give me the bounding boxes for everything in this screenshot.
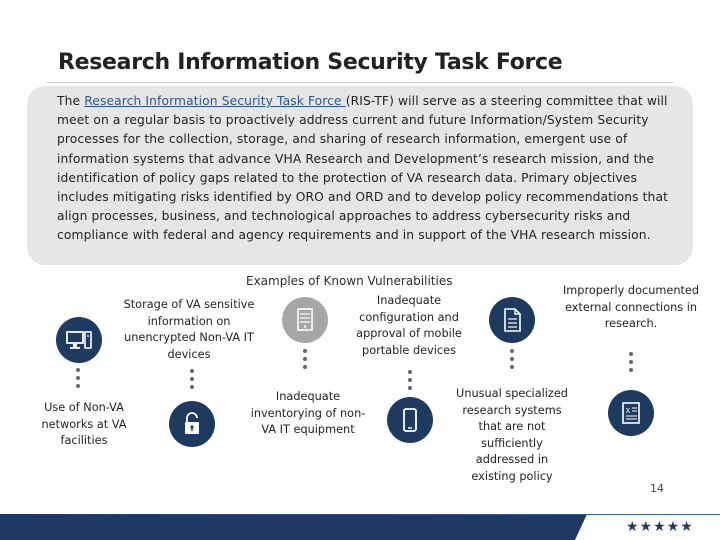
vulnerability-label: Unusual specialized research systems that are not sufficiently addressed in existing policy: [456, 387, 568, 483]
lock-icon: [169, 401, 215, 447]
connector-dots: [408, 370, 412, 394]
connector-dots: [190, 369, 194, 393]
description-text: [57, 92, 679, 246]
footer-stars-icon: ★★★★★: [626, 519, 694, 535]
section-subtitle: Examples of Known Vulnerabilities: [246, 274, 453, 288]
page-number: 14: [650, 482, 664, 495]
vulnerability-label: Inadequate inventorying of non-VA IT equipment: [250, 390, 366, 436]
title-divider: [46, 82, 674, 83]
svg-text:X: X: [625, 407, 631, 415]
vulnerability-label: Improperly documented external connections in research.: [562, 284, 700, 330]
connector-dots: [510, 349, 514, 373]
computer-icon: [56, 317, 102, 363]
connector-dots: [76, 368, 80, 392]
task-force-link[interactable]: Research Information Security Task Force: [84, 94, 346, 108]
connector-dots: [629, 352, 633, 376]
page-title: Research Information Security Task Force: [58, 50, 563, 75]
description-body: (RIS-TF) will serve as a steering committee that will meet on a regular basis to proactively address current and future Information/System Security processes for the collection, storage, and sharing of research information, emergent use of information systems that advance VHA Research and Development’s research mission, and the identification of policy gaps related to the protection of VA research data. Primary objectives includes mitigating risks identified by ORO and ORD and to develop policy recommendations that align processes, business, and technological approaches to address cybersecurity risks and compliance with federal and agency requirements and in support of the VHA research mission.: [57, 94, 669, 243]
description-prefix: The: [57, 94, 85, 108]
vulnerability-label: Use of Non-VA networks at VA facilities: [41, 401, 127, 447]
connector-dots: [303, 349, 307, 373]
spreadsheet-icon: [608, 390, 654, 436]
server-icon: [282, 297, 328, 343]
mobile-phone-icon: [387, 397, 433, 443]
vulnerability-label: Storage of VA sensitive information on unencrypted Non-VA IT devices: [123, 298, 255, 361]
vulnerability-label: Inadequate configuration and approval of mobile portable devices: [356, 294, 462, 357]
document-icon: [489, 297, 535, 343]
